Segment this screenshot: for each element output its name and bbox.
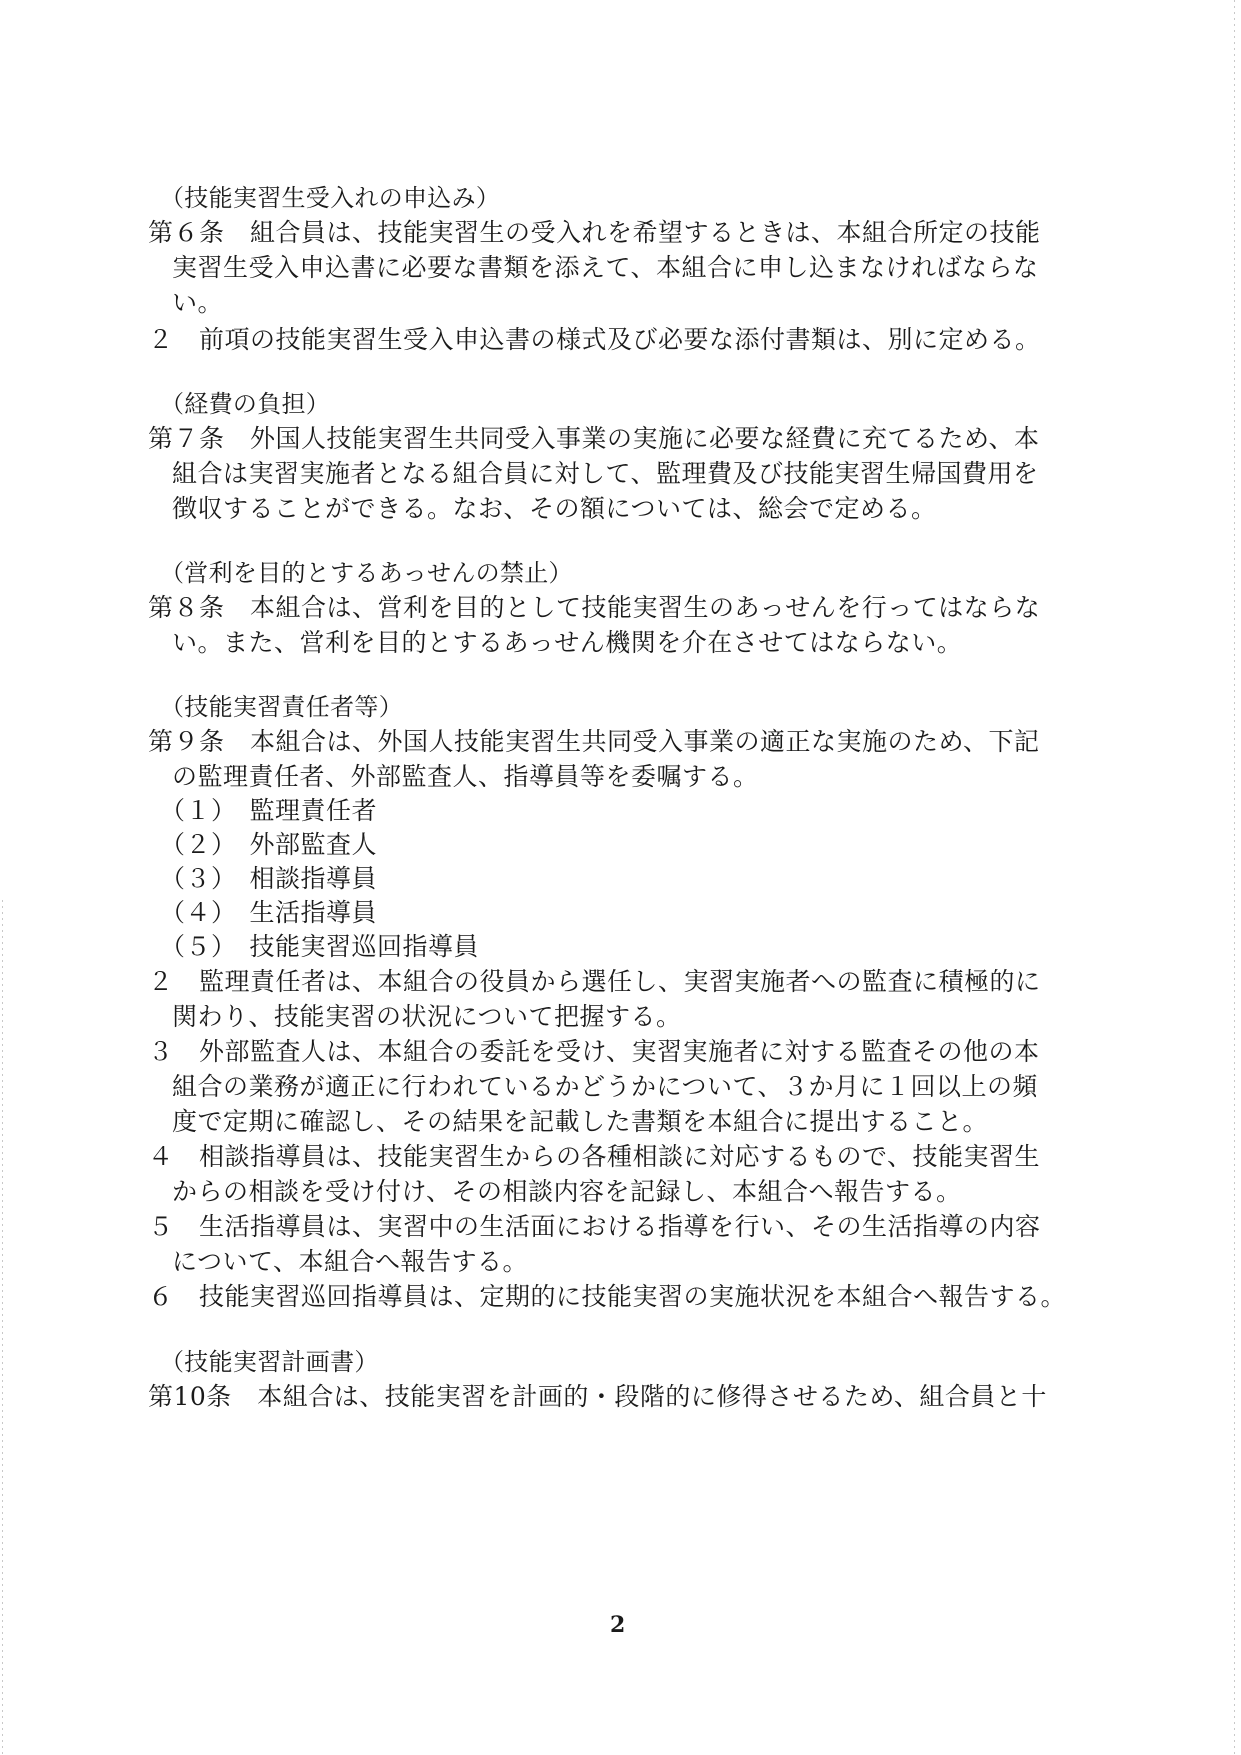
- article-8-line-1: 第８条 本組合は、営利を目的として技能実習生のあっせんを行ってはならな: [148, 593, 1041, 622]
- article-9-line-2: の監理責任者、外部監査人、指導員等を委嘱する。: [172, 762, 759, 791]
- article-9-paragraph-4-line-2: からの相談を受け付け、その相談内容を記録し、本組合へ報告する。: [172, 1177, 962, 1206]
- article-9-paragraph-5-line-1: ５ 生活指導員は、実習中の生活面における指導を行い、その生活指導の内容: [148, 1212, 1041, 1241]
- article-9-paragraph-6: ６ 技能実習巡回指導員は、定期的に技能実習の実施状況を本組合へ報告する。: [148, 1282, 1067, 1311]
- article-9-paragraph-2-line-2: 関わり、技能実習の状況について把握する。: [172, 1002, 682, 1031]
- article-9-paragraph-5-line-2: について、本組合へ報告する。: [172, 1247, 529, 1276]
- article-9-heading: （技能実習責任者等）: [160, 693, 403, 721]
- article-7-heading: （経費の負担）: [160, 390, 331, 418]
- article-9-item-4: （４） 生活指導員: [160, 898, 378, 927]
- article-9-paragraph-3-line-2: 組合の業務が適正に行われているかどうかについて、３か月に１回以上の頻: [172, 1072, 1039, 1101]
- article-6-paragraph-2: ２ 前項の技能実習生受入申込書の様式及び必要な添付書類は、別に定める。: [148, 325, 1041, 354]
- article-9-line-1: 第９条 本組合は、外国人技能実習生共同受入事業の適正な実施のため、下記: [148, 727, 1040, 756]
- article-7-line-1: 第７条 外国人技能実習生共同受入事業の実施に必要な経費に充てるため、本: [148, 424, 1040, 453]
- article-9-item-5: （５） 技能実習巡回指導員: [160, 932, 480, 961]
- article-6-line-3: い。: [172, 288, 224, 317]
- article-8-heading: （営利を目的とするあっせんの禁止）: [160, 559, 573, 587]
- article-6-line-1: 第６条 組合員は、技能実習生の受入れを希望するときは、本組合所定の技能: [148, 218, 1041, 247]
- article-9-paragraph-3-line-3: 度で定期に確認し、その結果を記載した書類を本組合に提出すること。: [172, 1107, 989, 1136]
- article-8-line-2: い。また、営利を目的とするあっせん機関を介在させてはならない。: [172, 628, 963, 657]
- article-9-paragraph-4-line-1: ４ 相談指導員は、技能実習生からの各種相談に対応するもので、技能実習生: [148, 1142, 1041, 1171]
- article-6-heading: （技能実習生受入れの申込み）: [160, 184, 501, 212]
- page-number: 2: [610, 1612, 626, 1638]
- article-9-paragraph-2-line-1: ２ 監理責任者は、本組合の役員から選任し、実習実施者への監査に積極的に: [148, 967, 1041, 996]
- article-9-paragraph-3-line-1: ３ 外部監査人は、本組合の委託を受け、実習実施者に対する監査その他の本: [148, 1037, 1040, 1066]
- article-6-line-2: 実習生受入申込書に必要な書類を添えて、本組合に申し込まなければならな: [172, 253, 1039, 282]
- article-10-heading: （技能実習計画書）: [160, 1348, 379, 1376]
- article-7-line-3: 徴収することができる。なお、その額については、総会で定める。: [172, 494, 937, 523]
- article-10-line-1: 第10条 本組合は、技能実習を計画的・段階的に修得させるため、組合員と十: [148, 1382, 1047, 1411]
- article-7-line-2: 組合は実習実施者となる組合員に対して、監理費及び技能実習生帰国費用を: [172, 459, 1039, 488]
- article-9-item-1: （１） 監理責任者: [160, 796, 378, 825]
- article-9-item-3: （３） 相談指導員: [160, 864, 378, 893]
- scan-edge-right: [1234, 0, 1235, 1755]
- scan-edge-left: [2, 900, 3, 1755]
- article-9-item-2: （２） 外部監査人: [160, 830, 378, 859]
